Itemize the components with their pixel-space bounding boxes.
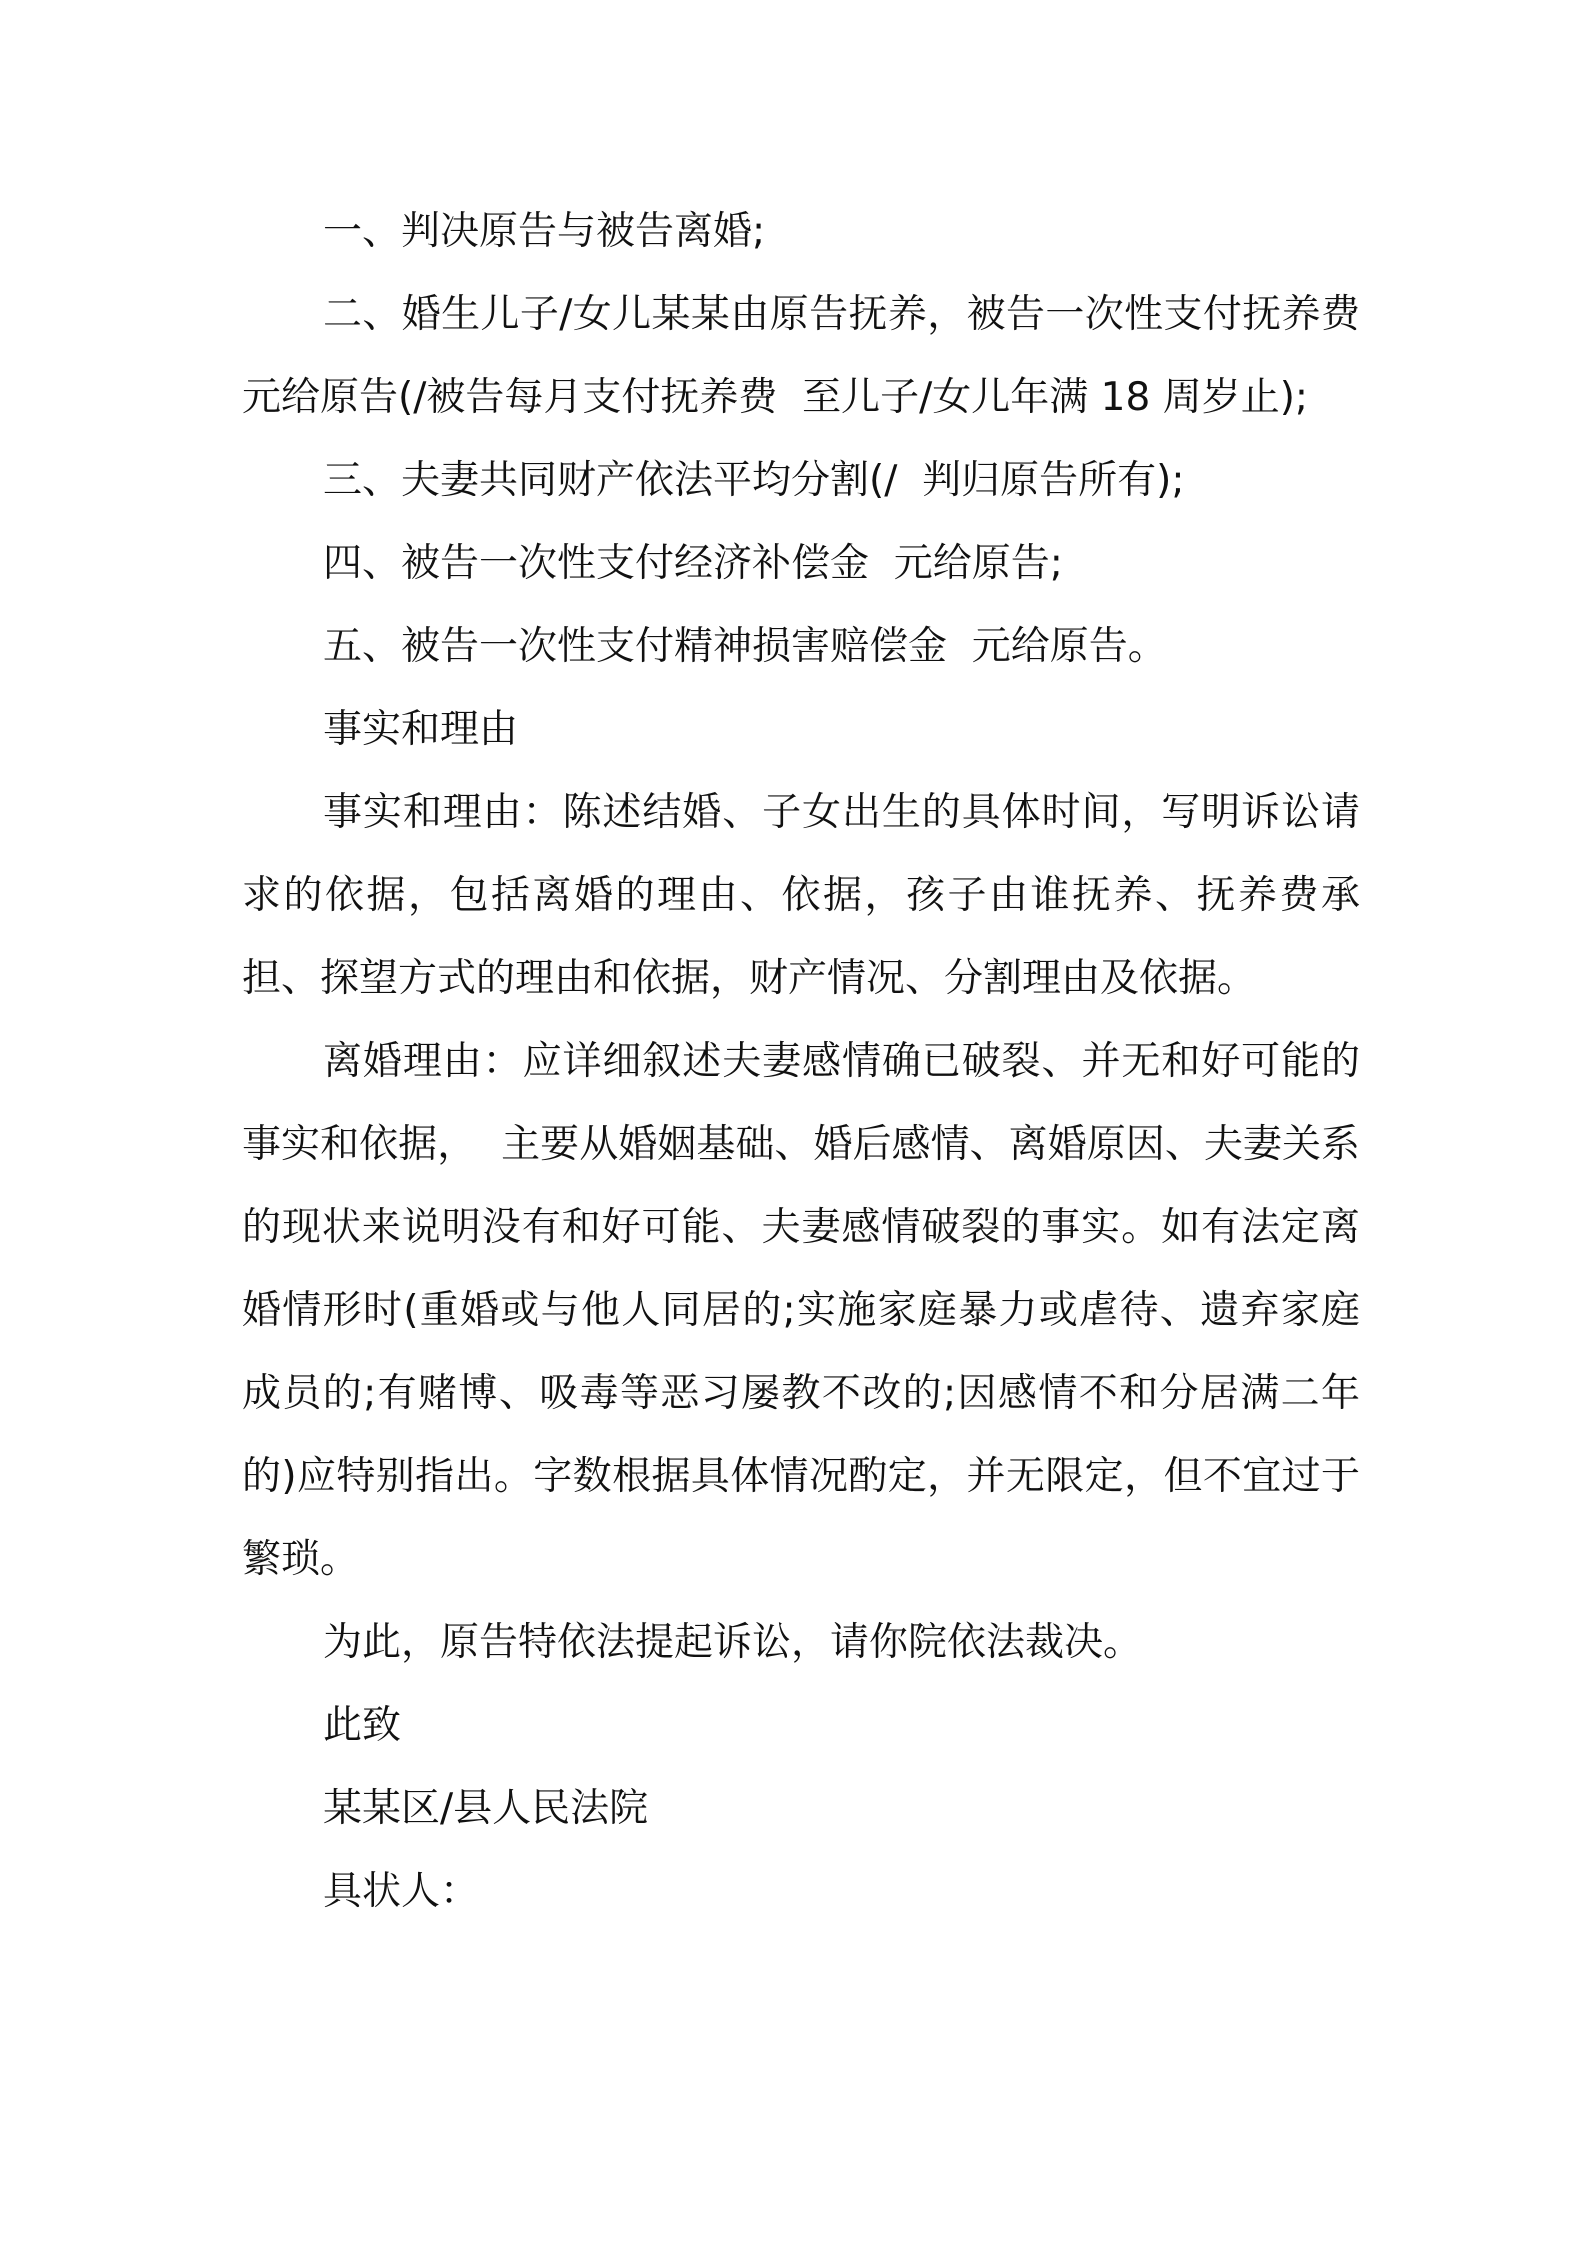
claim-item-1: 一、判决原告与被告离婚; xyxy=(323,209,766,254)
facts-paragraph: 事实和理由：陈述结婚、子女出生的具体时间，写明诉讼请求的依据，包括离婚的理由、依据，孩子由谁抚养、抚养费承担、探望方式的理由和依据，财产情况、分割理由及依据。 xyxy=(242,790,1360,1001)
salutation: 此致 xyxy=(323,1703,402,1748)
section-heading-facts: 事实和理由 xyxy=(323,707,519,752)
court-name: 某某区/县人民法院 xyxy=(323,1786,649,1831)
claim-item-3: 三、夫妻共同财产依法平均分割(/ 判归原告所有); xyxy=(323,458,1185,503)
divorce-reason-paragraph: 离婚理由：应详细叙述夫妻感情确已破裂、并无和好可能的事实和依据， 主要从婚姻基础、婚后感情、离婚原因、夫妻关系的现状来说明没有和好可能、夫妻感情破裂的事实。如有法定离婚情形时(重婚或与他人同居的;实施家庭暴力或虐待、遗弃家庭成员的;有赌博、吸毒等恶习屡教不改的;因感情不和分居满二年的)应特别指出。字数根据具体情况酌定，并无限定，但不宜过于繁琐。 xyxy=(242,1039,1360,1582)
signatory-label: 具状人： xyxy=(323,1869,480,1914)
claim-item-4: 四、被告一次性支付经济补偿金 元给原告; xyxy=(323,541,1063,586)
claim-item-2: 二、婚生儿子/女儿某某由原告抚养，被告一次性支付抚养费 元给原告(/被告每月支付抚养费 至儿子/女儿年满 18 周岁止); xyxy=(242,292,1385,420)
document-body xyxy=(242,190,1385,1933)
petition-statement: 为此，原告特依法提起诉讼，请你院依法裁决。 xyxy=(323,1620,1143,1665)
claim-item-5: 五、被告一次性支付精神损害赔偿金 元给原告。 xyxy=(323,624,1167,669)
